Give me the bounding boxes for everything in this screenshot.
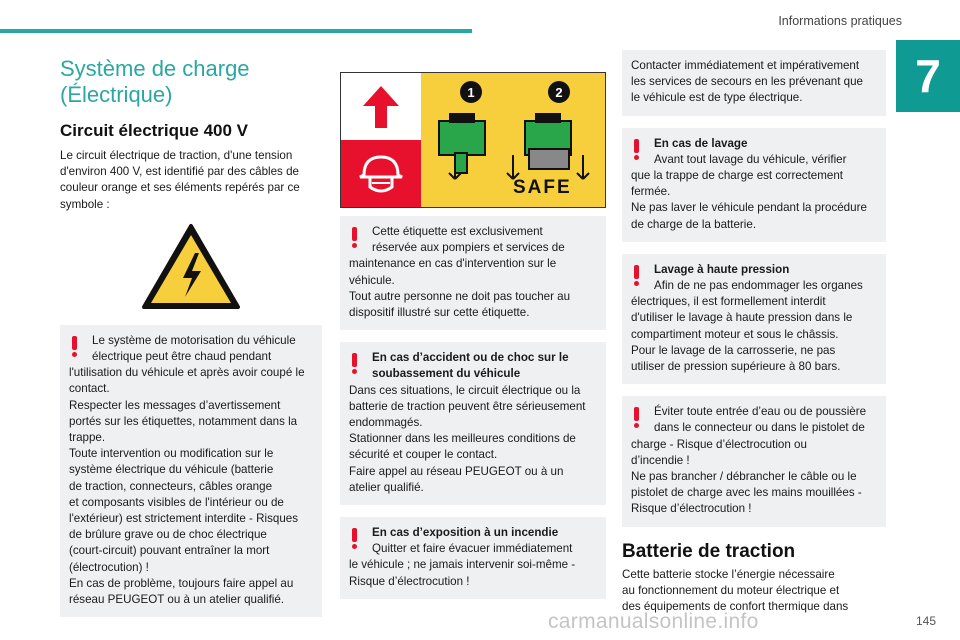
- warning-box-hot-system: Le système de motorisation du véhicule électrique peut être chaud pendant l'utilisation du véhicule et après avoir coupé le contact. Respecter les messages d’avertissement portés sur les étiquettes, notamment dans la trappe. Toute intervention ou modification sur le système électrique du véhicule (batterie de traction, connecteurs, câbles orange et composants visibles de l'intérieur ou de l'extérieur) est strictement interdite - Risques de brûlure grave ou de choc électrique (court-circuit) pouvant entraîner la mort (électrocution) ! En cas de problème, toujours faire appel au réseau PEUGEOT ou à un atelier qualifié.: [60, 325, 322, 617]
- warning-box-water-dust: Éviter toute entrée d’eau ou de poussière dans le connecteur ou dans le pistolet de charge - Risque d’électrocution ou d’incendie ! Ne pas brancher / débrancher le câble ou le pistolet de charge avec les mains mouillées - Risque d’électrocution !: [622, 396, 886, 526]
- step-2-badge: 2: [548, 81, 570, 103]
- chapter-number: 7: [896, 40, 960, 112]
- step-1-badge: 1: [460, 81, 482, 103]
- watermark: carmanualsonline.info: [548, 610, 759, 633]
- safe-text: SAFE: [513, 177, 572, 198]
- warning-box-high-pressure: Lavage à haute pression Afin de ne pas endommager les organes électriques, il est formellement interdit d'utiliser le lavage à haute pression dans le compartiment moteur et sous le châssis. Pour le lavage de la carrosserie, ne pas utiliser de pression supérieure à 80 bars.: [622, 254, 886, 384]
- warning-exclamation-icon: [351, 528, 359, 550]
- info-box-contact-emergency: Contacter immédiatement et impérativement les services de secours en les prévenant que le véhicule est de type électrique.: [622, 50, 886, 116]
- column-1: [60, 54, 322, 617]
- warning-box-label-restricted: Cette étiquette est exclusivement réservée aux pompiers et services de maintenance en cas d'intervention sur le véhicule. Tout autre personne ne doit pas toucher au dispositif illustré sur cette étiquette.: [340, 216, 606, 330]
- warning-exclamation-icon: [633, 139, 641, 161]
- section-heading: Circuit électrique 400 V: [60, 121, 249, 140]
- traction-battery-heading: Batterie de traction: [622, 540, 796, 562]
- traction-battery-paragraph: Cette batterie stocke l’énergie nécessaire au fonctionnement du moteur électrique et des équipements de confort thermique dans: [622, 567, 849, 614]
- firefighter-helmet-icon: [341, 140, 421, 207]
- column-3: [622, 50, 886, 615]
- column-2: [340, 72, 606, 599]
- warning-exclamation-icon: [633, 407, 641, 429]
- warning-box-washing: En cas de lavage Avant tout lavage du véhicule, vérifier que la trappe de charge est correctement fermée. Ne pas laver le véhicule pendant la procédure de charge de la batterie.: [622, 128, 886, 242]
- warning-exclamation-icon: [351, 353, 359, 375]
- intro-paragraph: Le circuit électrique de traction, d'une tension d'environ 400 V, est identifié par des câbles de couleur orange et ses éléments repérés par ce symbole :: [60, 149, 300, 211]
- warning-box-accident: En cas d’accident ou de choc sur le soubassement du véhicule Dans ces situations, le circuit électrique ou la batterie de traction peuvent être sérieusement endommagés. Stationner dans les meilleures conditions de sécurité et couper le contact. Faire appel au réseau PEUGEOT ou à un atelier qualifié.: [340, 342, 606, 505]
- high-voltage-warning-icon: [60, 219, 322, 315]
- warning-exclamation-icon: [351, 227, 359, 249]
- header-accent-bar: [0, 29, 472, 33]
- warning-exclamation-icon: [633, 265, 641, 287]
- firefighter-safe-label-image: [340, 72, 606, 208]
- warning-exclamation-icon: [71, 336, 79, 358]
- page-title: Système de charge (Électrique): [60, 56, 250, 107]
- page-number: 145: [915, 614, 936, 628]
- section-title: Informations pratiques: [778, 14, 902, 28]
- arrow-up-icon: [341, 73, 421, 140]
- warning-box-fire: En cas d’exposition à un incendie Quitter et faire évacuer immédiatement le véhicule ; ne jamais intervenir soi-même - Risque d’électrocution !: [340, 517, 606, 599]
